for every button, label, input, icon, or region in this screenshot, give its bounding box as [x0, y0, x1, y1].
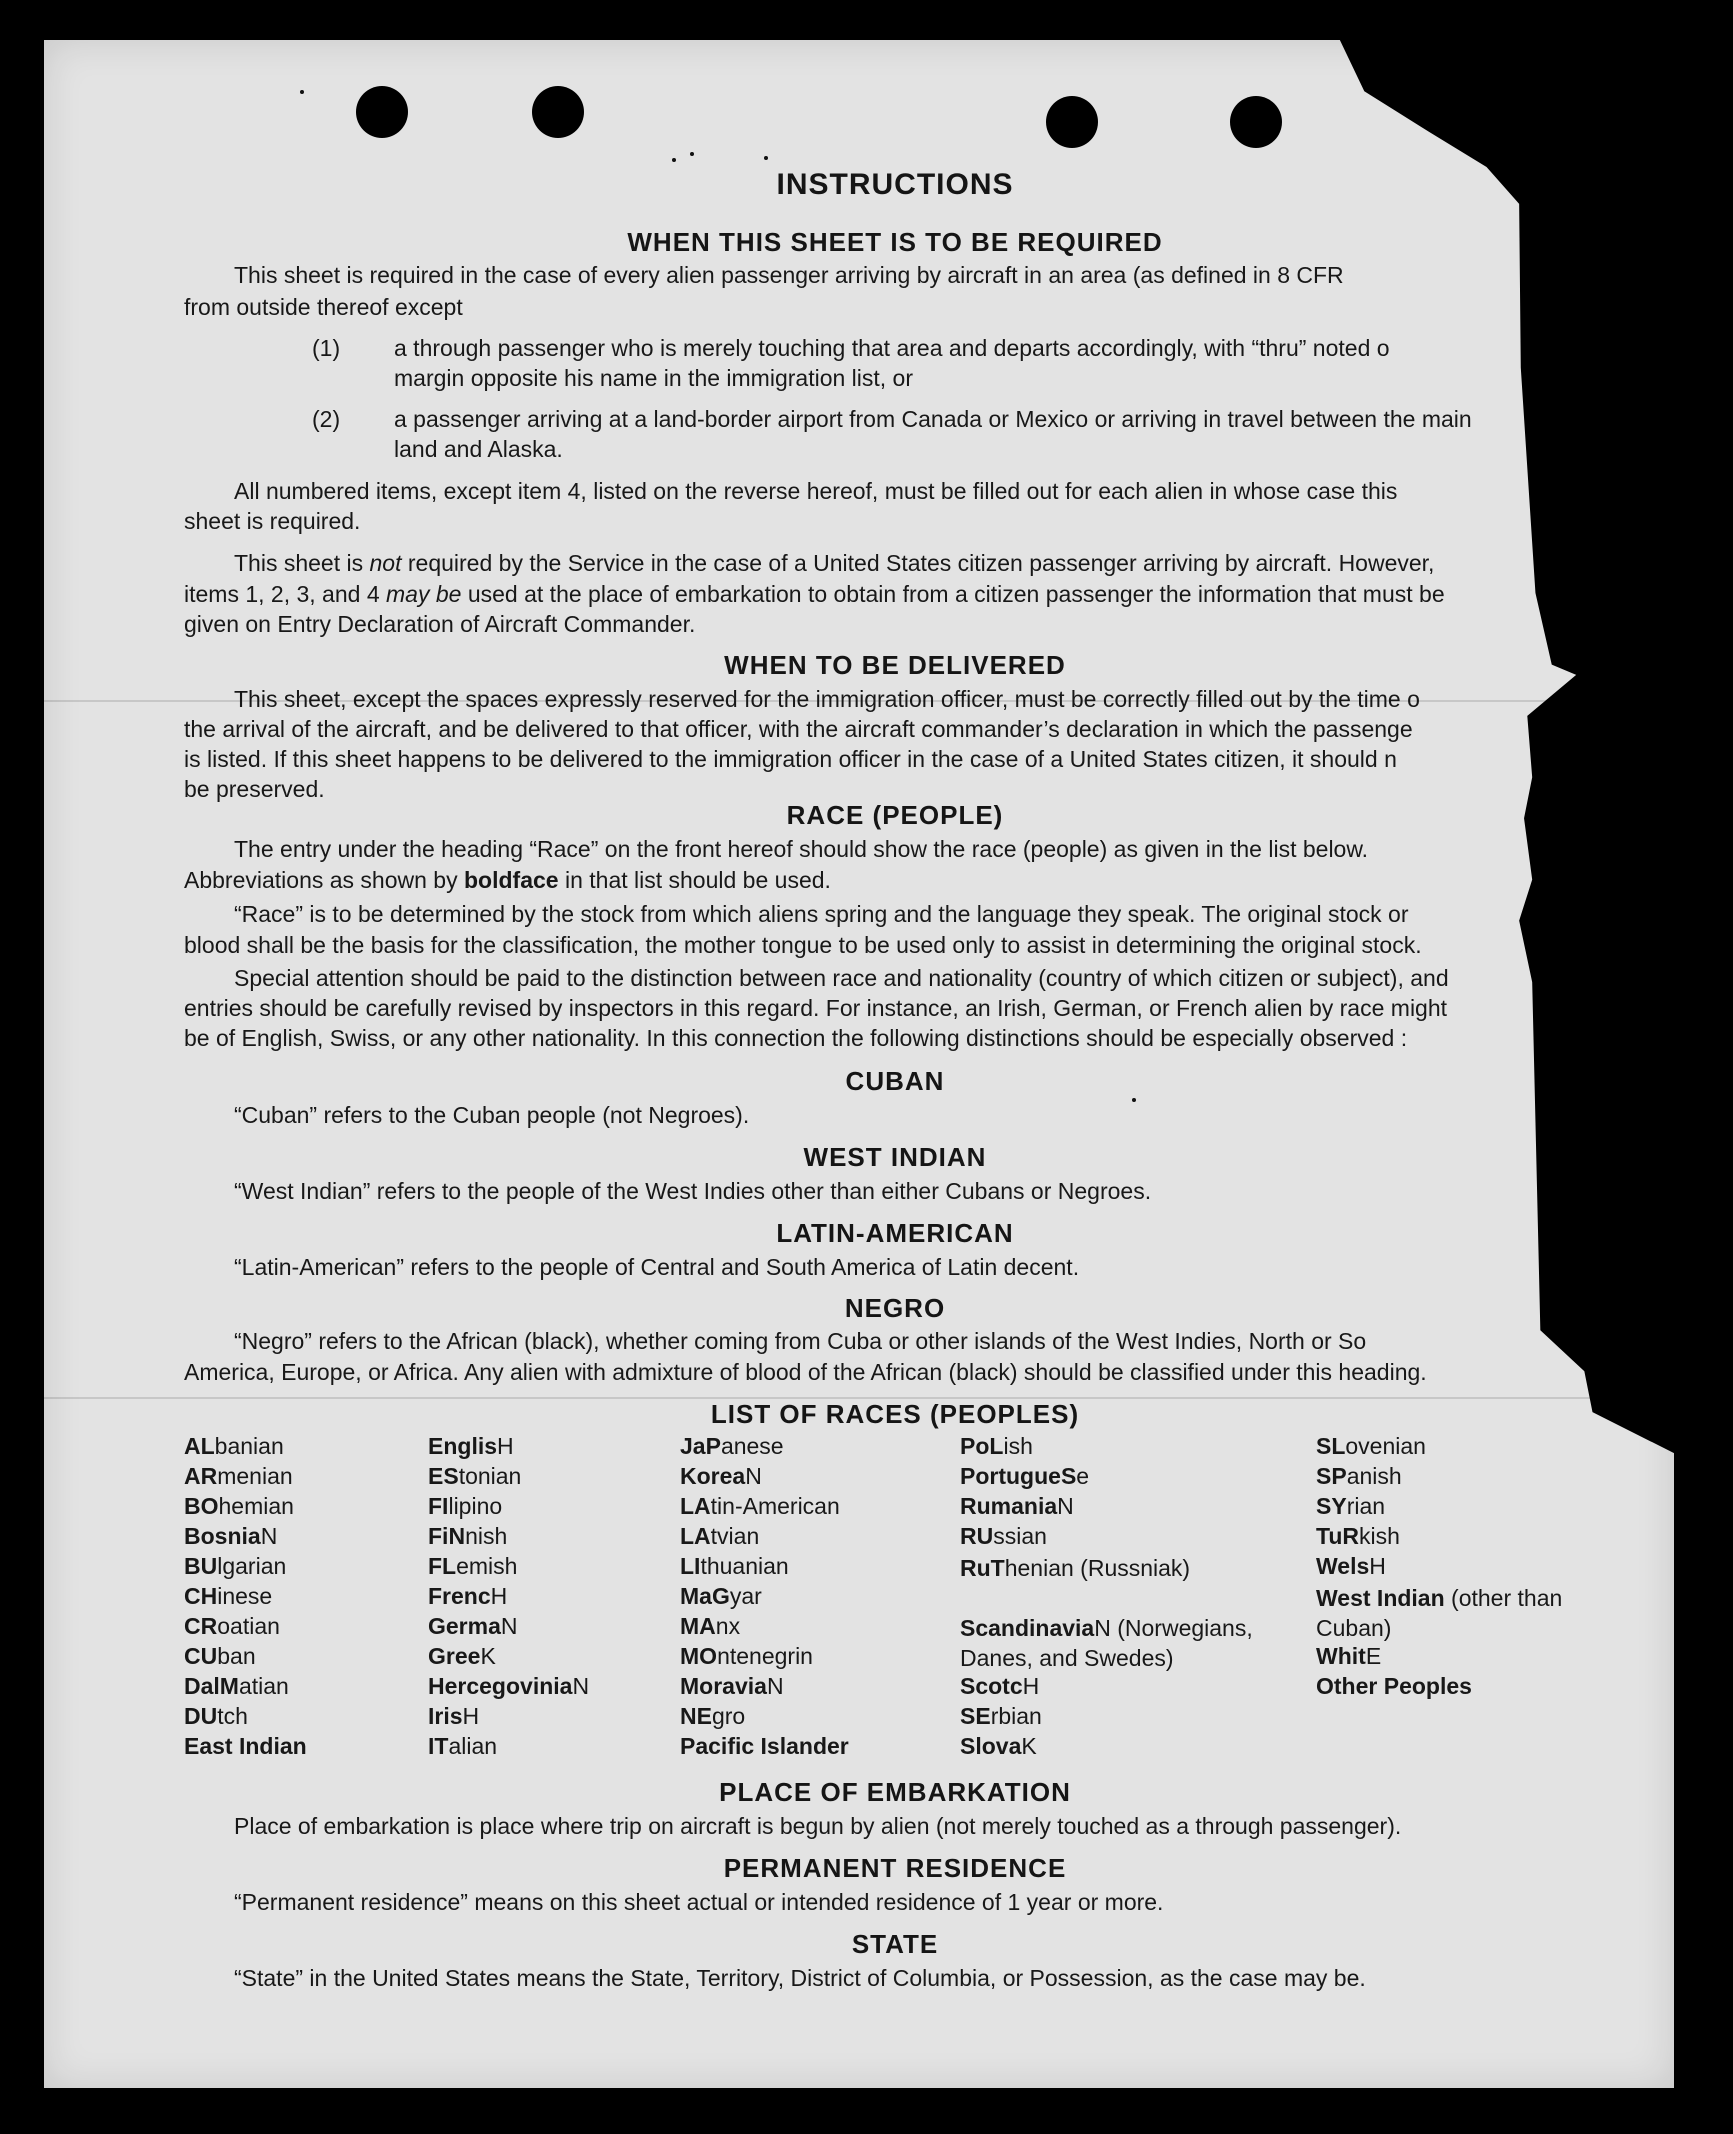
race-abbreviation: Scandinavia — [960, 1615, 1095, 1641]
race-name-rest: henian (Russniak) — [1004, 1555, 1191, 1581]
race-name-rest: N — [766, 1673, 784, 1699]
race-abbreviation: BO — [184, 1493, 219, 1519]
race-list-item — [428, 1523, 589, 1553]
race-list-item — [184, 1553, 307, 1583]
race-list-item — [1316, 1643, 1596, 1673]
race-name-rest: (other than Cuban) — [1316, 1585, 1563, 1641]
race-name-rest: tin-American — [710, 1493, 840, 1519]
race-abbreviation: Korea — [680, 1463, 746, 1489]
race-list-item — [960, 1523, 1300, 1553]
race-abbreviation: RuT — [960, 1555, 1005, 1581]
race-list-column — [184, 1433, 307, 1763]
race-abbreviation: ES — [428, 1463, 459, 1489]
text-line: This sheet, except the spaces expressly reserved for the immigration officer, must be correctly filled out by the time o — [234, 686, 1420, 712]
race-name-rest: atian — [238, 1673, 289, 1699]
race-name-rest: ban — [217, 1643, 256, 1669]
race-list-item — [428, 1583, 589, 1613]
race-list-item — [184, 1493, 307, 1523]
race-list-item — [184, 1523, 307, 1553]
race-list-column — [1316, 1433, 1596, 1703]
race-abbreviation: PoL — [960, 1433, 1004, 1459]
race-abbreviation: SY — [1316, 1493, 1347, 1519]
page-title: INSTRUCTIONS — [776, 168, 1014, 201]
race-abbreviation: PortugueS — [960, 1463, 1077, 1489]
race-list-item — [680, 1703, 849, 1733]
race-name-rest: N (Norwegians, Danes, and Swedes) — [960, 1615, 1253, 1671]
race-name-rest: ssian — [993, 1523, 1047, 1549]
race-list-column — [960, 1433, 1300, 1763]
race-name-rest: gro — [711, 1703, 746, 1729]
race-abbreviation: Whit — [1316, 1643, 1366, 1669]
race-abbreviation: DalM — [184, 1673, 239, 1699]
race-abbreviation: LI — [680, 1553, 701, 1579]
punch-hole — [1230, 96, 1282, 148]
race-abbreviation: LA — [680, 1493, 711, 1519]
heading-when-delivered: WHEN TO BE DELIVERED — [724, 650, 1066, 680]
punch-hole — [1585, 700, 1619, 734]
race-list-item — [184, 1433, 307, 1463]
text-line: “Negro” refers to the African (black), whether coming from Cuba or other islands of the West Indies, North or So — [234, 1328, 1367, 1354]
race-abbreviation: FI — [428, 1493, 449, 1519]
text-line: is listed. If this sheet happens to be delivered to the immigration officer in the case of a United States citizen, it should n — [184, 746, 1397, 772]
text-line: sheet is required. — [184, 508, 361, 534]
race-abbreviation: SE — [960, 1703, 991, 1729]
punch-hole — [1046, 96, 1098, 148]
text-line: “Latin-American” refers to the people of Central and South America of Latin decent. — [234, 1254, 1080, 1280]
race-name-rest: N — [260, 1523, 278, 1549]
race-abbreviation: Englis — [428, 1433, 498, 1459]
speck — [300, 90, 304, 94]
text-line: entries should be carefully revised by inspectors in this regard. For instance, an Irish, German, or French alien by race might — [184, 995, 1448, 1021]
race-name-rest: kish — [1359, 1523, 1400, 1549]
race-abbreviation: CU — [184, 1643, 218, 1669]
heading-race: RACE (PEOPLE) — [786, 800, 1004, 830]
race-abbreviation: Frenc — [428, 1583, 491, 1609]
race-list-item — [184, 1703, 307, 1733]
race-name-rest: ntenegrin — [717, 1643, 813, 1669]
race-abbreviation: Moravia — [680, 1673, 767, 1699]
race-abbreviation: NE — [680, 1703, 712, 1729]
race-name-rest: nish — [465, 1523, 508, 1549]
race-name-rest: anish — [1346, 1463, 1402, 1489]
speck — [1132, 1098, 1136, 1102]
race-name-rest: E — [1365, 1643, 1382, 1669]
race-abbreviation: Hercegovinia — [428, 1673, 573, 1699]
race-abbreviation: MaG — [680, 1583, 730, 1609]
race-abbreviation: SP — [1316, 1463, 1347, 1489]
race-name-rest: N — [572, 1673, 590, 1699]
heading-place-of-embarkation: PLACE OF EMBARKATION — [719, 1777, 1071, 1807]
race-name-rest: H — [1022, 1673, 1040, 1699]
race-name-rest: oatian — [217, 1613, 280, 1639]
race-list-column — [428, 1433, 589, 1763]
race-name-rest: e — [1076, 1463, 1090, 1489]
race-abbreviation: Iris — [428, 1703, 463, 1729]
text-line: be preserved. — [184, 776, 325, 802]
text-line: “State” in the United States means the State, Territory, District of Columbia, or Possession, as the case may be. — [234, 1965, 1366, 1991]
text-line: be of English, Swiss, or any other nationality. In this connection the following distinctions should be especially observed : — [184, 1025, 1408, 1051]
race-list-item — [680, 1493, 849, 1523]
text-line: The entry under the heading “Race” on the front hereof should show the race (people) as given in the list below. — [234, 836, 1369, 862]
text-line: from outside thereof except — [184, 294, 463, 320]
text-line: “Race” is to be determined by the stock from which aliens spring and the language they speak. The original stock or — [234, 901, 1409, 927]
race-list-item — [428, 1433, 589, 1463]
race-list-item — [1316, 1553, 1596, 1583]
race-list-item — [428, 1493, 589, 1523]
race-list-item — [184, 1613, 307, 1643]
race-name-rest: K — [1021, 1733, 1037, 1759]
race-name-rest: H — [497, 1433, 514, 1459]
text-line: “Permanent residence” means on this sheet actual or intended residence of 1 year or more. — [234, 1889, 1164, 1915]
race-list-item — [428, 1733, 589, 1763]
race-abbreviation: FL — [428, 1553, 457, 1579]
text-line: given on Entry Declaration of Aircraft Commander. — [184, 611, 696, 637]
race-abbreviation: Wels — [1316, 1553, 1370, 1579]
text-line: a through passenger who is merely touching that area and departs accordingly, with “thru” noted o — [394, 335, 1390, 361]
item-number: (1) — [312, 335, 341, 361]
speck — [672, 158, 676, 162]
heading-latin-american: LATIN-AMERICAN — [776, 1218, 1014, 1248]
race-name-rest: menian — [217, 1463, 293, 1489]
race-list-item — [1316, 1673, 1596, 1703]
race-list-item — [680, 1463, 849, 1493]
race-list-item — [428, 1703, 589, 1733]
race-list-item — [960, 1433, 1300, 1463]
race-list-item — [428, 1463, 589, 1493]
race-name-rest: N — [745, 1463, 762, 1489]
heading-state: STATE — [851, 1929, 939, 1959]
race-list-item — [1316, 1523, 1596, 1553]
race-abbreviation: CR — [184, 1613, 218, 1639]
race-list-item — [1316, 1493, 1596, 1523]
race-list-item — [428, 1643, 589, 1673]
race-name-rest: yar — [729, 1583, 762, 1609]
race-name-rest: emish — [456, 1553, 518, 1579]
race-name-rest: ish — [1003, 1433, 1033, 1459]
race-list-item — [680, 1673, 849, 1703]
text-line: Special attention should be paid to the distinction between race and nationality (country of which citizen or subject), and — [234, 965, 1449, 991]
heading-cuban: CUBAN — [845, 1066, 945, 1096]
heading-list-of-races: LIST OF RACES (PEOPLES) — [710, 1399, 1080, 1429]
race-name-rest: banian — [214, 1433, 284, 1459]
text-line: Place of embarkation is place where trip on aircraft is begun by alien (not merely touched as a through passenger). — [234, 1813, 1402, 1839]
race-abbreviation: MA — [680, 1613, 716, 1639]
race-list-item — [184, 1583, 307, 1613]
text-line: a passenger arriving at a land-border airport from Canada or Mexico or arriving in travel between the main — [394, 406, 1472, 432]
race-abbreviation: IT — [428, 1733, 449, 1759]
race-list-item — [428, 1673, 589, 1703]
race-abbreviation: DU — [184, 1703, 218, 1729]
race-name-rest: nx — [715, 1613, 741, 1639]
heading-west-indian: WEST INDIAN — [803, 1142, 987, 1172]
race-abbreviation: RU — [960, 1523, 994, 1549]
race-name-rest: H — [462, 1703, 480, 1729]
race-list-item — [428, 1553, 589, 1583]
race-abbreviation: East Indian — [184, 1733, 307, 1759]
race-name-rest: H — [1369, 1553, 1386, 1579]
race-abbreviation: Rumania — [960, 1493, 1058, 1519]
race-list-item — [680, 1553, 849, 1583]
race-list-item — [960, 1463, 1300, 1493]
race-abbreviation: West Indian — [1316, 1585, 1445, 1611]
race-abbreviation: TuR — [1316, 1523, 1360, 1549]
text-line: “West Indian” refers to the people of the West Indies other than either Cubans or Negroes. — [234, 1178, 1152, 1204]
race-name-rest: inese — [217, 1583, 273, 1609]
text-line: blood shall be the basis for the classification, the mother tongue to be used only to assist in determining the original stock. — [184, 932, 1422, 958]
race-abbreviation: AL — [184, 1433, 215, 1459]
text-line: “Cuban” refers to the Cuban people (not Negroes). — [234, 1102, 750, 1128]
race-list-item — [680, 1613, 849, 1643]
race-list-item — [680, 1733, 849, 1763]
text-line: This sheet is required in the case of every alien passenger arriving by aircraft in an area (as defined in 8 CFR — [234, 262, 1344, 288]
punch-hole — [532, 86, 584, 138]
race-list-item — [1316, 1583, 1596, 1643]
heading-when-required: WHEN THIS SHEET IS TO BE REQUIRED — [627, 227, 1163, 257]
race-abbreviation: SL — [1316, 1433, 1346, 1459]
race-name-rest: N — [1057, 1493, 1074, 1519]
race-name-rest: rbian — [990, 1703, 1042, 1729]
race-abbreviation: Gree — [428, 1643, 481, 1669]
race-list-item — [960, 1493, 1300, 1523]
text-line: Abbreviations as shown by boldface in that list should be used. — [184, 867, 831, 893]
speck — [764, 156, 768, 160]
race-list-item — [184, 1463, 307, 1493]
item-number: (2) — [312, 406, 341, 432]
race-name-rest: tvian — [710, 1523, 760, 1549]
race-abbreviation: Bosnia — [184, 1523, 261, 1549]
race-abbreviation: BU — [184, 1553, 218, 1579]
race-list-item — [1316, 1463, 1596, 1493]
punch-hole — [356, 86, 408, 138]
race-name-rest: alian — [448, 1733, 498, 1759]
text-line: margin opposite his name in the immigration list, or — [394, 365, 914, 391]
text-line: land and Alaska. — [394, 436, 563, 462]
race-name-rest: anese — [720, 1433, 784, 1459]
race-name-rest: rian — [1346, 1493, 1386, 1519]
heading-permanent-residence: PERMANENT RESIDENCE — [723, 1853, 1067, 1883]
race-list-item — [960, 1613, 1300, 1673]
race-abbreviation: MO — [680, 1643, 718, 1669]
speck — [690, 152, 694, 156]
race-list-item — [680, 1583, 849, 1613]
race-name-rest: H — [490, 1583, 508, 1609]
race-name-rest: ovenian — [1345, 1433, 1426, 1459]
race-name-rest: tonian — [458, 1463, 522, 1489]
race-list-item — [680, 1523, 849, 1553]
race-abbreviation: LA — [680, 1523, 711, 1549]
race-list-item — [680, 1643, 849, 1673]
race-list-column — [680, 1433, 849, 1763]
race-list-item — [1316, 1433, 1596, 1463]
race-name-rest: lgarian — [217, 1553, 287, 1579]
heading-negro: NEGRO — [844, 1293, 946, 1323]
race-list-item — [960, 1673, 1300, 1703]
race-list-item — [680, 1433, 849, 1463]
race-abbreviation: Germa — [428, 1613, 501, 1639]
text-line: America, Europe, or Africa. Any alien with admixture of blood of the African (black) should be classified under this heading. — [184, 1359, 1427, 1385]
text-line: items 1, 2, 3, and 4 may be used at the place of embarkation to obtain from a citizen passenger the information that must be — [184, 581, 1445, 607]
race-name-rest: thuanian — [700, 1553, 789, 1579]
race-abbreviation: CH — [184, 1583, 218, 1609]
race-list-item — [184, 1643, 307, 1673]
race-abbreviation: JaP — [680, 1433, 721, 1459]
race-list-item — [960, 1733, 1300, 1763]
race-abbreviation: Pacific Islander — [680, 1733, 849, 1759]
race-list-item — [960, 1703, 1300, 1733]
race-list-item — [184, 1673, 307, 1703]
race-list-item — [184, 1733, 307, 1763]
race-abbreviation: AR — [184, 1463, 218, 1489]
race-abbreviation: Other Peoples — [1316, 1673, 1472, 1699]
race-name-rest: K — [480, 1643, 496, 1669]
race-abbreviation: Slova — [960, 1733, 1022, 1759]
race-abbreviation: Scotc — [960, 1673, 1023, 1699]
text-line: This sheet is not required by the Service in the case of a United States citizen passenger arriving by aircraft. However, — [234, 550, 1435, 576]
race-name-rest: tch — [217, 1703, 248, 1729]
race-abbreviation: FiN — [428, 1523, 466, 1549]
race-name-rest: N — [500, 1613, 518, 1639]
race-name-rest: lipino — [448, 1493, 503, 1519]
race-name-rest: hemian — [218, 1493, 294, 1519]
text-line: the arrival of the aircraft, and be delivered to that officer, with the aircraft commander’s declaration in which the passenge — [184, 716, 1413, 742]
race-list-item — [428, 1613, 589, 1643]
text-line: All numbered items, except item 4, listed on the reverse hereof, must be filled out for each alien in whose case this — [234, 478, 1398, 504]
race-list-item — [960, 1553, 1300, 1613]
